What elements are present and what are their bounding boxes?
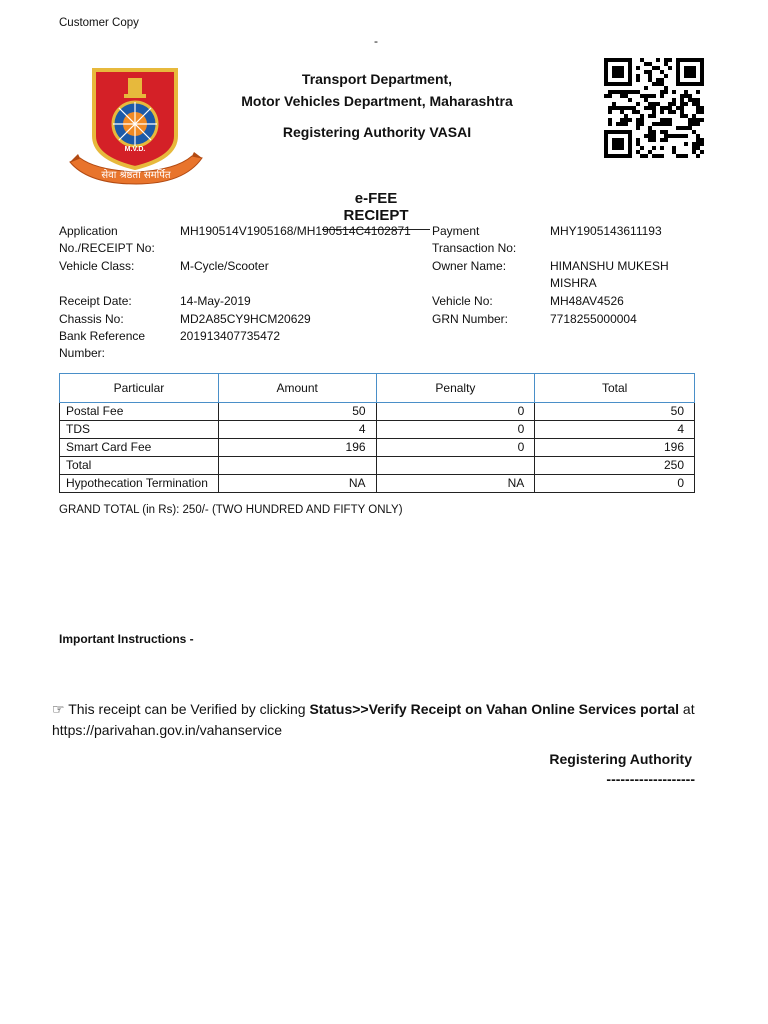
important-instructions-heading: Important Instructions -: [59, 632, 194, 646]
cell-particular: TDS: [60, 421, 219, 439]
vehicle-no-label: Vehicle No:: [432, 294, 493, 308]
grand-total: GRAND TOTAL (in Rs): 250/- (TWO HUNDRED AND FIFTY ONLY): [59, 504, 403, 516]
bank-reference-value: 201913407735472: [180, 329, 281, 343]
table-row: [60, 403, 695, 421]
chassis-value: MD2A85CY9HCM20629: [180, 312, 311, 326]
cell-total: 196: [535, 439, 695, 457]
verify-url[interactable]: https://parivahan.gov.in/vahanservice: [52, 722, 283, 738]
registering-authority-label: Registering Authority: [549, 751, 692, 767]
cell-total: 0: [535, 475, 695, 493]
grn-value: 7718255000004: [550, 312, 637, 326]
application-label: [59, 223, 155, 257]
verify-suffix: at: [679, 701, 695, 717]
owner-label: Owner Name:: [432, 259, 507, 273]
verify-prefix: This receipt can be Verified by clicking: [68, 701, 310, 717]
cell-total: 50: [535, 403, 695, 421]
cell-amount: 50: [218, 403, 376, 421]
payment-value: MHY1905143611193: [550, 224, 662, 238]
table-row: [60, 439, 695, 457]
transport-department-logo: [68, 66, 204, 188]
verify-instruction: [52, 699, 712, 741]
cell-amount: [218, 457, 376, 475]
cell-penalty: [376, 457, 535, 475]
receipt-date-value: 14-May-2019: [180, 294, 251, 308]
application-label-line-1: Application: [59, 224, 118, 238]
cell-particular: Smart Card Fee: [60, 439, 219, 457]
header-line-1: Transport Department,: [301, 71, 453, 87]
signature-line: -------------------: [606, 771, 695, 787]
cell-penalty: 0: [376, 439, 535, 457]
header-amount: Amount: [218, 374, 376, 403]
emblem-base-shape: [124, 94, 146, 98]
header-particular: Particular: [60, 374, 219, 403]
owner-value-line-1: HIMANSHU MUKESH: [550, 259, 669, 273]
payment-label-line-1: Payment: [432, 224, 480, 238]
cell-amount: 196: [218, 439, 376, 457]
payment-label: [432, 223, 516, 257]
cell-particular: Postal Fee: [60, 403, 219, 421]
cell-total: 4: [535, 421, 695, 439]
payment-label-line-2: Transaction No:: [432, 241, 517, 255]
vehicle-class-value: M-Cycle/Scooter: [180, 259, 269, 273]
cell-particular: Total: [60, 457, 219, 475]
vehicle-class-label: Vehicle Class:: [59, 259, 135, 273]
top-dash: -: [374, 34, 378, 48]
qr-code: [604, 58, 704, 158]
cell-penalty: 0: [376, 403, 535, 421]
table-row: [60, 475, 695, 493]
bank-reference-label: [59, 328, 145, 362]
receipt-date-label: Receipt Date:: [59, 294, 132, 308]
cell-particular: Hypothecation Termination: [60, 475, 219, 493]
header-penalty: Penalty: [376, 374, 535, 403]
pointing-hand-icon: ☞: [52, 701, 65, 717]
fee-table-header-row: [60, 374, 695, 403]
emblem-lion-shape: [128, 78, 142, 94]
cell-amount: 4: [218, 421, 376, 439]
header-line-2: Motor Vehicles Department, Maharashtra: [241, 93, 513, 109]
owner-value: [550, 258, 669, 292]
header-total: Total: [535, 374, 695, 403]
application-value: MH190514V1905168/MH190514C4102871: [180, 224, 411, 238]
chassis-label: Chassis No:: [59, 312, 124, 326]
ribbon-text: सेवा श्रेष्ठता समर्पित: [101, 170, 171, 181]
fee-table: [59, 373, 695, 493]
bank-reference-label-line-1: Bank Reference: [59, 329, 146, 343]
header-line-3: Registering Authority VASAI: [282, 124, 472, 140]
table-row: [60, 457, 695, 475]
vehicle-no-value: MH48AV4526: [550, 294, 624, 308]
grn-label: GRN Number:: [432, 312, 509, 326]
receipt-title: e-FEE RECIEPT: [322, 190, 430, 230]
shield-text: M.V.D.: [124, 146, 146, 153]
owner-value-line-2: MISHRA: [550, 276, 597, 290]
cell-penalty: 0: [376, 421, 535, 439]
wheel-spokes: [113, 102, 157, 146]
table-row: [60, 421, 695, 439]
bank-reference-label-line-2: Number:: [59, 346, 106, 360]
cell-amount: NA: [218, 475, 376, 493]
verify-status-link[interactable]: Status>>Verify Receipt on Vahan Online Services portal: [309, 701, 680, 717]
cell-total: 250: [535, 457, 695, 475]
application-label-line-2: No./RECEIPT No:: [59, 241, 155, 255]
copy-label: Customer Copy: [59, 17, 139, 29]
cell-penalty: NA: [376, 475, 535, 493]
